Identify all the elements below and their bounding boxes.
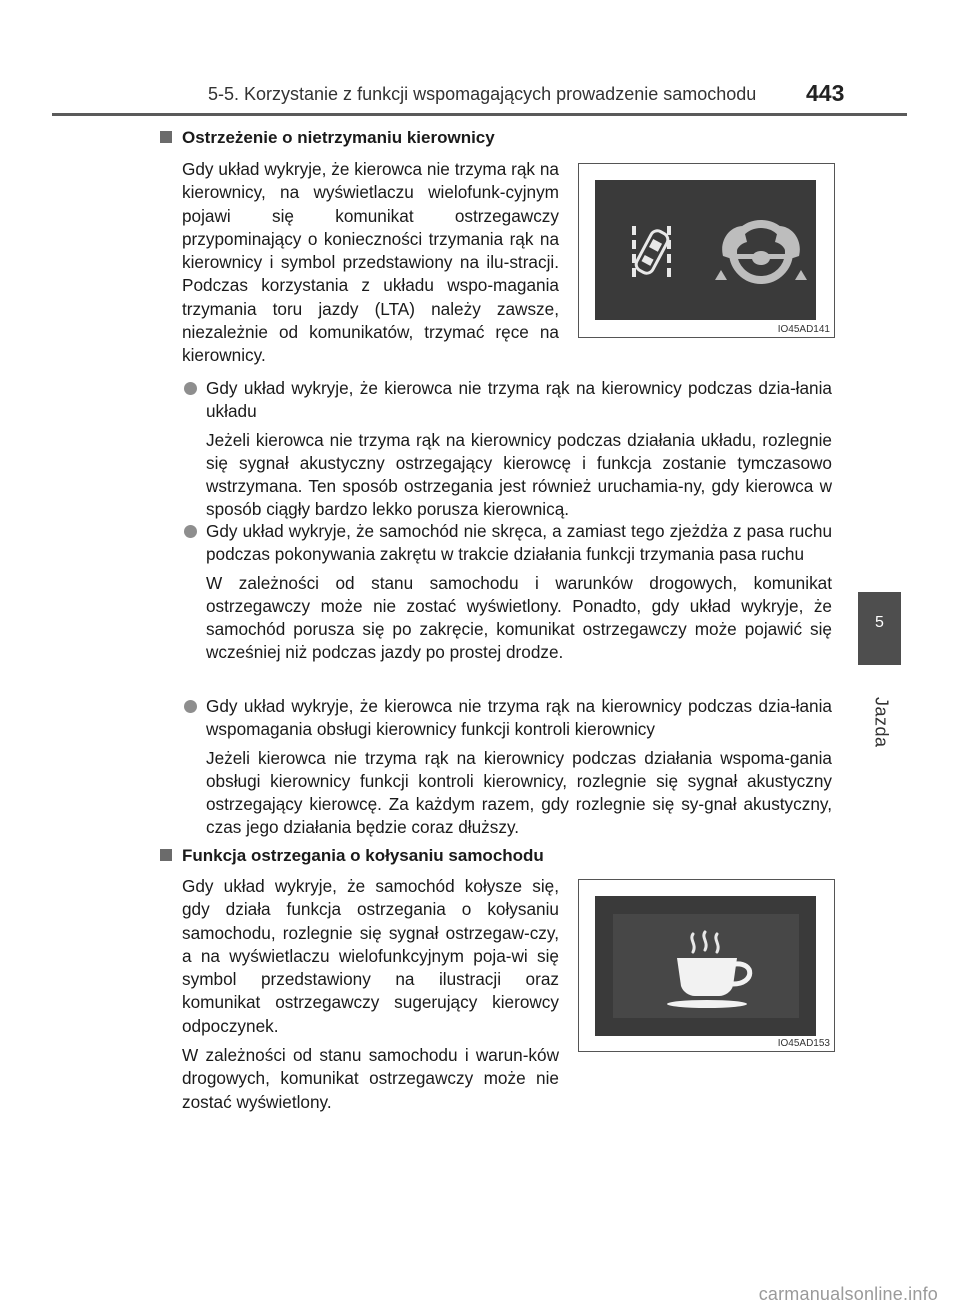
header-divider [52,113,907,116]
chapter-label: Jazda [871,696,892,748]
section-heading-sway-warning [160,846,544,866]
bullet-body: W zależności od stanu samochodu i warunków drogowych, komunikat ostrzegawczy może nie zostać wyświetlony. Ponadto, gdy układ wykryje, że samochód porusza się po zakręcie, komunikat ostrzegawczy może pojawić się wcześniej niż podczas jazdy po prostej drodze. [206,572,832,663]
round-bullet-icon [184,382,197,395]
round-bullet-icon [184,525,197,538]
chapter-tab [858,592,901,665]
coffee-cup-icon [595,896,816,1036]
figure-code: IO45AD141 [777,324,830,335]
round-bullet-icon [184,700,197,713]
lane-and-steering-hands-icon [595,180,816,320]
display-screen [595,896,816,1036]
running-header-title: 5-5. Korzystanie z funkcji wspomagających prowadzenie samochodu [208,84,757,104]
bullet-title: Gdy układ wykryje, że samochód nie skręca, a zamiast tego zjeżdża z pasa ruchu podczas pokonywania zakrętu w trakcie działania funkcji trzymania pasa ruchu [206,521,832,565]
section1-intro: Gdy układ wykryje, że kierowca nie trzyma rąk na kierownicy, na wyświetlaczu wielofunk-cyjnym pojawi się komunikat ostrzegawczy przypominający o konieczności trzymania rąk na kierownicy i symbol przedstawiony na ilu-stracji. Podczas korzystania z układu wspo-magania trzymania toru jazdy (LTA) należy zawsze, niezależnie od komunikatów, trzymać ręce na kierownicy. [182,159,559,366]
chapter-number: 5 [875,614,884,631]
bullet-body: Jeżeli kierowca nie trzyma rąk na kierownicy podczas działania wspoma-gania obsługi kierownicy funkcji kontroli kierownicy, rozlegnie się sygnał akustyczny ostrzegający kierowcę. Za każdym razem, gdy rozlegnie się sy-gnał akustyczny, czas jego działania będzie coraz dłuższy. [206,747,832,838]
bullet-title: Gdy układ wykryje, że kierowca nie trzyma rąk na kierownicy podczas dzia-łania wspomagania obsługi kierownicy funkcji kontroli kierownicy [206,696,832,740]
list-item [188,695,832,840]
figure-hands-off-display [578,163,835,338]
list-item [188,520,832,665]
section2-paragraph-1: Gdy układ wykryje, że samochód kołysze się, gdy działa funkcja ostrzegania o kołysaniu samochodu, rozlegnie się sygnał ostrzegaw-czy, a na wyświetlaczu wielofunkcyjnym poja-wi się symbol przedstawiony na ilustracji oraz komunikat ostrzegawczy sugerujący kierowcy odpoczynek. [182,876,559,1036]
square-bullet-icon [160,131,172,143]
bullet-title: Gdy układ wykryje, że kierowca nie trzyma rąk na kierownicy podczas dzia-łania układu [206,378,832,422]
section-heading-hands-off-warning [160,128,495,148]
footer-watermark: carmanualsonline.info [758,1284,938,1304]
section-heading-text: Ostrzeżenie o nietrzymaniu kierownicy [182,128,495,147]
figure-rest-suggestion-display [578,879,835,1052]
section-heading-text: Funkcja ostrzegania o kołysaniu samochodu [182,846,544,865]
section2-paragraph-2: W zależności od stanu samochodu i warun-ków drogowych, komunikat ostrzegawczy może nie zostać wyświetlony. [182,1045,559,1112]
figure-code: IO45AD153 [777,1038,830,1049]
page-number: 443 [806,80,845,106]
square-bullet-icon [160,849,172,861]
bullet-body: Jeżeli kierowca nie trzyma rąk na kierownicy podczas działania układu, rozlegnie się sygnał akustyczny ostrzegający kierowcę i funkcja zostanie tymczasowo wstrzymana. Ten sposób ostrzegania jest również uruchamia-ny, gdy kierowca w sposób ciągły bardzo lekko porusza kierownicą. [206,429,832,520]
list-item [188,377,832,522]
display-screen [595,180,816,320]
